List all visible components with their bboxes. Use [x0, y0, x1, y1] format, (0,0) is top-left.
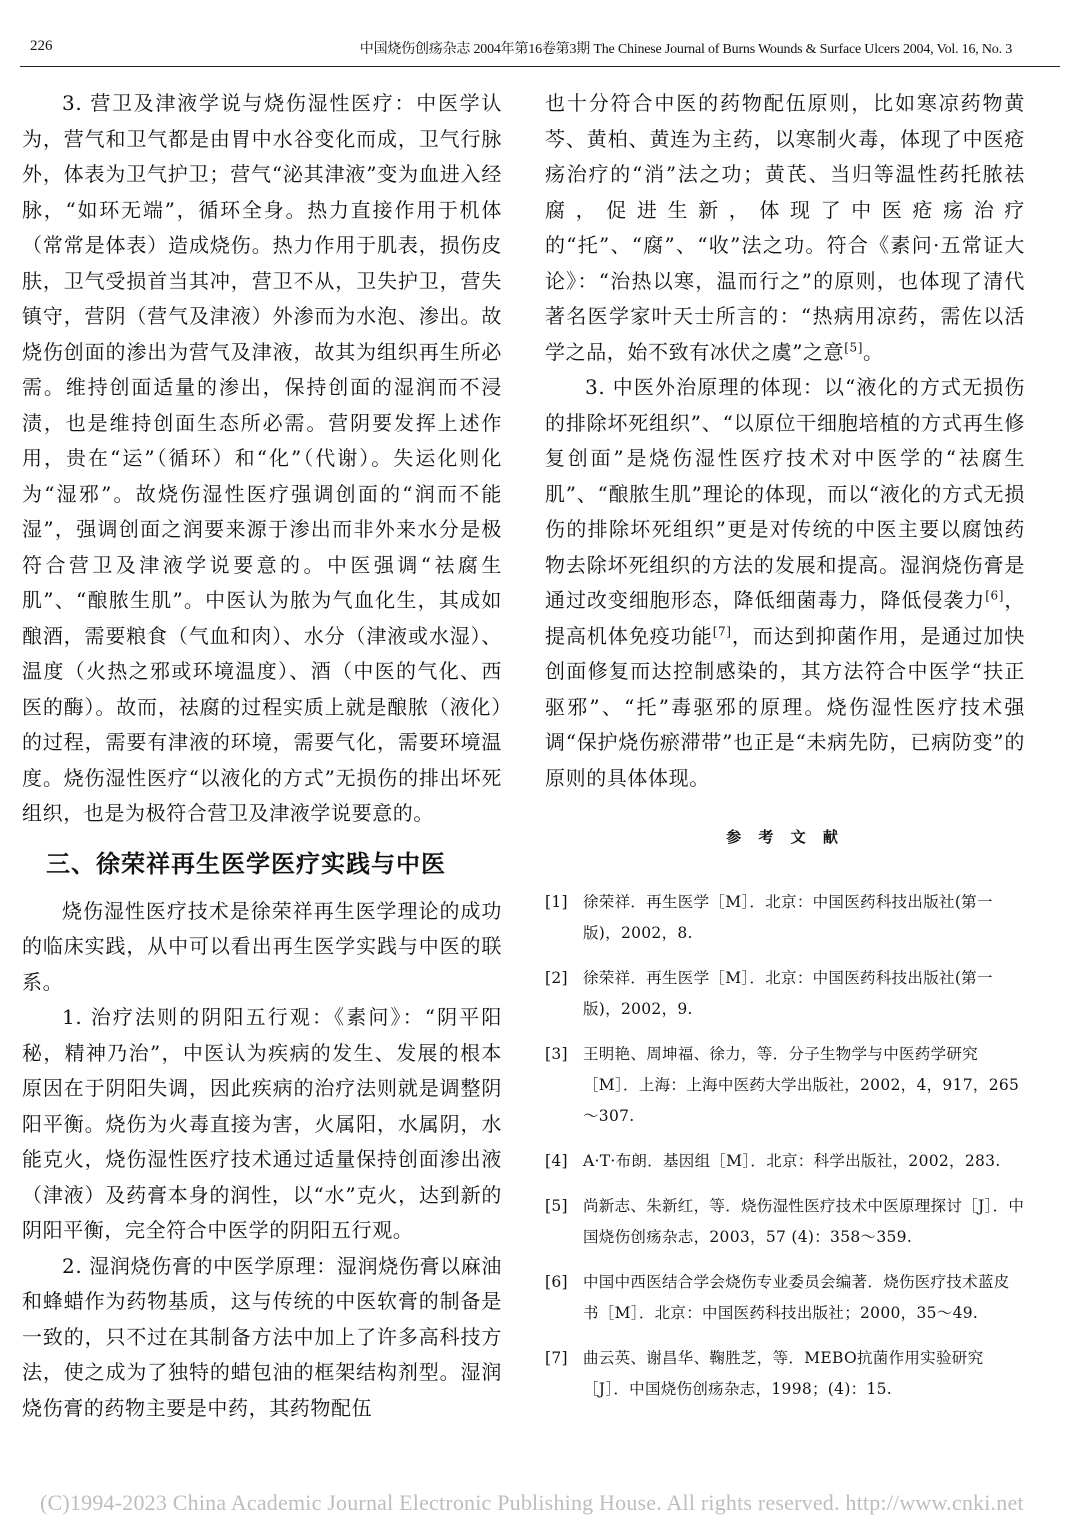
reference-text: 曲云英、谢昌华、鞠胜芝，等．MEBO抗菌作用实验研究［J］．中国烧伤创疡杂志，1998；(4)：15.	[583, 1349, 984, 1398]
section-heading: 三、徐荣祥再生医学医疗实践与中医	[46, 849, 446, 878]
copyright-watermark: (C)1994-2023 China Academic Journal Electronic Publishing House. All rights reserved. http://www.cnki.net	[40, 1490, 1024, 1515]
reference-text: 徐荣祥．再生医学［M］．北京：中国医药科技出版社(第一版)，2002，9.	[583, 969, 993, 1018]
reference-number: [1]	[545, 893, 568, 911]
body-paragraph: 1. 治疗法则的阴阳五行观：《素问》：“阴平阳秘，精神乃治”，中医认为疾病的发生、发展的根本原因在于阴阳失调，因此疾病的治疗法则就是调整阴阳平衡。烧伤为火毒直接为害，火属阳，水属阴，水能克火，烧伤湿性医疗技术通过适量保持创面渗出液（津液）及药膏本身的润性，以“水”克火，达到新的阴阳平衡，完全符合中医学的阴阳五行观。	[22, 1005, 502, 1242]
reference-text: 徐荣祥．再生医学［M］．北京：中国医药科技出版社(第一版)，2002，8.	[583, 893, 993, 942]
reference-number: [7]	[545, 1349, 568, 1367]
reference-number: [6]	[545, 1273, 568, 1291]
body-paragraph	[545, 86, 1025, 370]
reference-number: [5]	[545, 1197, 568, 1215]
reference-item	[545, 1343, 1025, 1405]
citation-marker: [6]	[985, 588, 1005, 603]
body-paragraph	[545, 370, 1025, 796]
reference-item	[545, 887, 1025, 949]
reference-number: [3]	[545, 1045, 568, 1063]
reference-text: 王明艳、周坤福、徐力，等．分子生物学与中医药学研究［M］．上海：上海中医药大学出版社，2002，4，917，265～307.	[583, 1045, 1020, 1125]
paragraph-text: ，而达到抑菌作用，是通过加快创面修复而达控制感染的，其方法符合中医学“扶正驱邪”、“托”毒驱邪的原理。烧伤湿性医疗技术强调“保护烧伤瘀滞带”也正是“未病先防，已病防变”的原则的具体体现。	[545, 623, 1025, 790]
citation-marker: [7]	[712, 623, 732, 638]
reference-item	[545, 1039, 1025, 1132]
paragraph-text: 。	[863, 339, 884, 364]
body-paragraph: 烧伤湿性医疗技术是徐荣祥再生医学理论的成功的临床实践，从中可以看出再生医学实践与中医的联系。	[22, 898, 502, 994]
reference-number: [4]	[545, 1152, 568, 1170]
reference-item	[545, 1146, 1025, 1177]
paragraph-text: 也十分符合中医的药物配伍原则，比如寒凉药物黄芩、黄柏、黄连为主药，以寒制火毒，体现了中医疮疡治疗的“消”法之功；黄芪、当归等温性药托脓祛腐，促进生新，体现了中医疮疡治疗的“托”、“腐”、“收”法之功。符合《素问·五常证大论》：“治热以寒，温而行之”的原则，也体现了清代著名医学家叶天士所言的：“热病用凉药，需佐以活学之品，始不致有冰伏之虞”之意	[545, 91, 1025, 364]
paragraph-text: ，提高机体免疫功能	[545, 588, 1025, 648]
left-column	[22, 86, 502, 1426]
reference-item	[545, 1267, 1025, 1329]
paragraph-text: 3. 中医外治原理的体现：以“液化的方式无损伤的排除坏死组织”、“以原位干细胞培植的方式再生修复创面”是烧伤湿性医疗技术对中医学的“祛腐生肌”、“酿脓生肌”理论的体现，而以“液化的方式无损伤的排除坏死组织”更是对传统的中医主要以腐蚀药物去除坏死组织的方法的发展和提高。湿润烧伤膏是通过改变细胞形态，降低细菌毒力，降低侵袭力	[545, 375, 1025, 612]
body-paragraph: 3. 营卫及津液学说与烧伤湿性医疗：中医学认为，营气和卫气都是由胃中水谷变化而成，卫气行脉外，体表为卫气护卫；营气“泌其津液”变为血进入经脉，“如环无端”，循环全身。热力直接作用于机体（常常是体表）造成烧伤。热力作用于肌表，损伤皮肤，卫气受损首当其冲，营卫不从，卫失护卫，营失镇守，营阴（营气及津液）外渗而为水泡、渗出。故烧伤创面的渗出为营气及津液，故其为组织再生所必需。维持创面适量的渗出，保持创面的湿润而不浸渍，也是维持创面生态所必需。营阴要发挥上述作用，贵在“运”（循环）和“化”（代谢）。失运化则化为“湿邪”。故烧伤湿性医疗强调创面的“润而不能湿”，强调创面之润要来源于渗出而非外来水分是极符合营卫及津液学说要意的。中医强调“祛腐生肌”、“酿脓生肌”。中医认为脓为气血化生，其成如酿酒，需要粮食（气血和肉）、水分（津液或水湿）、温度（火热之邪或环境温度）、酒（中医的气化、西医的酶）。故而，祛腐的过程实质上就是酿脓（液化）的过程，需要有津液的环境，需要气化，需要环境温度。烧伤湿性医疗“以液化的方式”无损伤的排出坏死组织，也是为极符合营卫及津液学说要意的。	[22, 91, 502, 825]
reference-number: [2]	[545, 969, 568, 987]
body-paragraph: 2. 湿润烧伤膏的中医学原理：湿润烧伤膏以麻油和蜂蜡作为药物基质，这与传统的中医软膏的制备是一致的，只不过在其制备方法中加上了许多高科技方法，使之成为了独特的蜡包油的框架结构剂型。湿润烧伤膏的药物主要是中药，其药物配伍	[22, 1253, 502, 1420]
right-column	[545, 86, 1025, 1419]
reference-item	[545, 1191, 1025, 1253]
reference-text: 中国中西医结合学会烧伤专业委员会编著．烧伤医疗技术蓝皮书［M］．北京：中国医药科技出版社；2000，35～49.	[583, 1273, 1010, 1322]
running-header	[20, 30, 1060, 67]
reference-item	[545, 963, 1025, 1025]
journal-running-title: 中国烧伤创疡杂志 2004年第16卷第3期 The Chinese Journal of Burns Wounds & Surface Ulcers 2004, Vol. 16, No. 3	[359, 42, 1012, 57]
reference-text: A·T·布朗．基因组［M］．北京：科学出版社，2002，283.	[583, 1152, 1001, 1170]
reference-list	[545, 887, 1025, 1405]
citation-marker: [5]	[844, 339, 864, 354]
page-number: 226	[30, 38, 53, 54]
reference-text: 尚新志、朱新红，等．烧伤湿性医疗技术中医原理探讨［J］．中国烧伤创疡杂志，2003，57 (4)：358～359.	[583, 1197, 1025, 1246]
references-heading: 参 考 文 献	[726, 828, 844, 846]
